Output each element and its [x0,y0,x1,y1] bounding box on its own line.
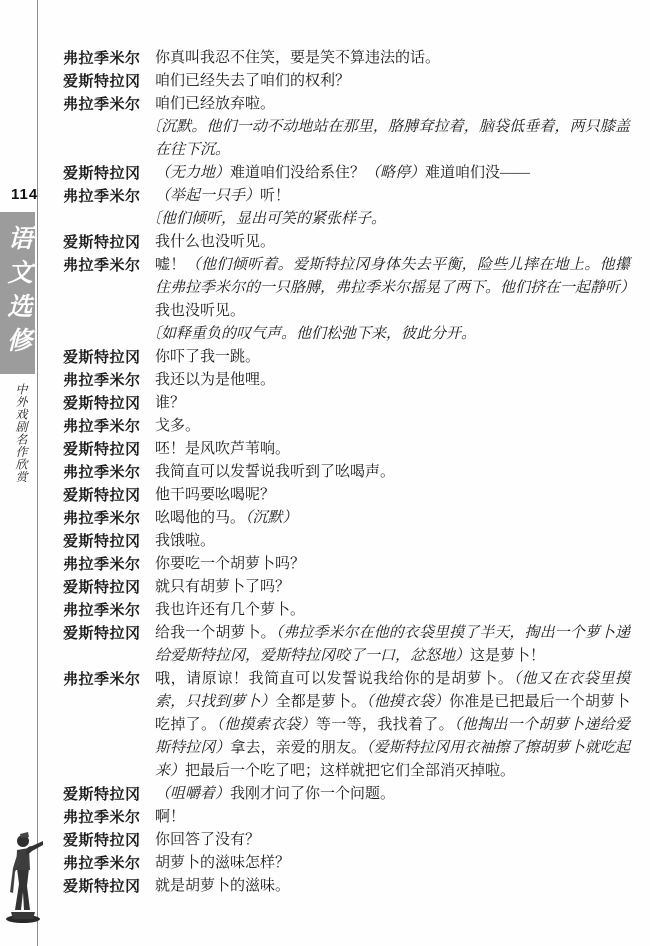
speaker-name: 爱斯特拉冈 [63,832,141,849]
speaker-name: 弗拉季米尔 [63,96,141,113]
stage-direction-text [146,323,630,346]
stage-direction-segment: （他摸索衣袋） [216,717,317,733]
dialogue-segment: 我刚才问了你一个问题。 [230,786,396,802]
stage-direction-segment: （他又在衣袋里摸索，只找到萝卜） [155,671,630,710]
series-title-box [0,212,35,374]
stage-direction-segment: （他掏出一个胡萝卜递给爱斯特拉冈） [155,717,630,756]
dialogue-segment: 你要吃一个胡萝卜吗？ [155,556,306,572]
dialogue-segment: 我简直可以发誓说我听到了吆喝声。 [155,464,396,480]
speech-text [155,576,630,599]
dialogue-segment: 你真叫我忍不住笑，要是笑不算违法的话。 [155,50,441,66]
dialogue-segment: 等一等，我找着了。 [316,717,454,733]
speaker-name: 爱斯特拉冈 [63,533,141,550]
stage-direction-segment: 〔他们倾听，显出可笑的紧张样子。 [146,211,387,227]
script-turn [63,668,630,783]
script-turn [63,254,636,323]
dialogue-segment: 你吓了我一跳。 [155,349,261,365]
speaker-name: 爱斯特拉冈 [63,73,141,90]
speaker-name: 弗拉季米尔 [63,855,141,872]
script-turn [63,484,630,507]
script-turn [63,93,630,116]
speech-text [155,553,630,576]
stage-direction-segment: （举起一只手） [155,188,261,204]
sidebar-divider-line [37,0,38,946]
script-turn [63,346,630,369]
dialogue-segment: 这是萝卜！ [470,648,546,664]
speech-text [155,852,630,875]
speech-text [155,668,630,783]
speaker-name: 弗拉季米尔 [63,372,141,389]
speaker-name: 弗拉季米尔 [63,188,141,205]
speaker-name: 爱斯特拉冈 [63,441,141,458]
script-turn [63,162,630,185]
speaker-name: 爱斯特拉冈 [63,395,141,412]
speech-text [155,70,630,93]
stage-direction-segment: （他们倾听着。爱斯特拉冈身体失去平衡，险些儿摔在地上。他攥住弗拉季米尔的一只胳膊，弗拉季米尔摇晃了两下。他们挤在一起静听） [155,257,636,296]
speech-text [155,461,630,484]
script-turn [63,599,630,622]
speaker-name: 弗拉季米尔 [63,809,141,826]
speech-text [155,392,630,415]
stage-direction-segment: （弗拉季米尔在他的衣袋里摸了半天，掏出一个萝卜递给爱斯特拉冈，爱斯特拉冈咬了一口，忿怒地） [155,625,630,664]
dialogue-segment: 咱们已经放弃啦。 [155,96,276,112]
dialogue-segment: 全都是萝卜。 [275,694,367,710]
script-turn [63,438,630,461]
dialogue-segment: 难道咱们没—— [425,165,531,181]
dialogue-segment: 我饿啦。 [155,533,216,549]
stage-direction-segment: （略停） [365,165,426,181]
speech-text [155,47,630,70]
speech-text [155,507,630,530]
dialogue-segment: 我也许还有几个萝卜。 [155,602,306,618]
speaker-name: 爱斯特拉冈 [63,165,141,182]
dialogue-segment: 拿去，亲爱的朋友。 [230,740,367,756]
speaker-name: 爱斯特拉冈 [63,234,141,251]
speech-text [155,599,630,622]
speech-text [155,484,630,507]
dialogue-segment: 吆喝他的马。 [155,510,246,526]
dialogue-segment: 你准是已把最后一个胡萝卜吃掉了。 [155,694,630,733]
dialogue-segment: 难道咱们没给系住？ [230,165,366,181]
dialogue-segment: 就是胡萝卜的滋味。 [155,878,291,894]
script-turn [63,622,630,668]
dialogue-segment: 听！ [260,188,291,204]
stage-direction-row [63,323,630,346]
script-turn [63,507,630,530]
speech-text [155,369,630,392]
speech-text [155,829,630,852]
series-title: 语文选修 [3,224,32,362]
statue-figure-icon [2,820,46,924]
speaker-name: 弗拉季米尔 [63,418,141,435]
speaker-name: 爱斯特拉冈 [63,487,141,504]
script-turn [63,530,630,553]
script-turn [63,47,630,70]
script-turn [63,553,630,576]
script-turn [63,806,630,829]
speech-text [155,415,630,438]
speech-text [155,254,636,323]
dialogue-segment: 就只有胡萝卜了吗？ [155,579,291,595]
stage-direction-row [63,116,630,162]
stage-direction-segment: （他摸衣袋） [366,694,450,710]
script-turn [63,461,630,484]
dialogue-segment: 给我一个胡萝卜。 [155,625,276,641]
dialogue-segment: 戈多。 [155,418,201,434]
speech-text [155,783,630,806]
speech-text [155,622,630,668]
speaker-name: 爱斯特拉冈 [63,625,141,642]
script-turn [63,852,630,875]
page-number: 114 [11,186,39,203]
script-turn [63,783,630,806]
speaker-name: 弗拉季米尔 [63,602,141,619]
dialogue-segment: 哦，请原谅！我简直可以发誓说我给你的是胡萝卜。 [155,671,514,687]
stage-direction-segment: （无力地） [155,165,231,181]
speech-text [155,346,630,369]
script-turn [63,875,630,898]
script-turn [63,392,630,415]
script-turn [63,576,630,599]
speech-text [155,875,630,898]
speaker-name: 弗拉季米尔 [63,257,141,274]
stage-direction-text [146,116,630,162]
speech-text [155,438,630,461]
speech-text [155,162,630,185]
speech-text [155,185,630,208]
speaker-name: 爱斯特拉冈 [63,786,141,803]
script-turn [63,231,630,254]
stage-direction-text [146,208,630,231]
speech-text [155,231,630,254]
script-turn [63,369,630,392]
dialogue-segment: 呸！是风吹芦苇响。 [155,441,291,457]
stage-direction-segment: （爱斯特拉冈用衣袖擦了擦胡萝卜就吃起来） [155,740,630,779]
speech-text [155,806,630,829]
dialogue-segment: 把最后一个吃了吧；这样就把它们全部消灭掉啦。 [185,763,516,779]
speaker-name: 弗拉季米尔 [63,671,141,688]
speech-text [155,530,630,553]
dialogue-segment: 他干吗要吆喝呢？ [155,487,276,503]
script-turn [63,415,630,438]
speaker-name: 爱斯特拉冈 [63,878,141,895]
speaker-name: 爱斯特拉冈 [63,349,141,366]
dialogue-segment: 嘘！ [155,257,186,273]
dialogue-segment: 我什么也没听见。 [155,234,276,250]
script-turn [63,185,630,208]
speaker-name: 弗拉季米尔 [63,464,141,481]
dialogue-segment: 我也没听见。 [155,303,246,319]
stage-direction-segment: 〔如释重负的叹气声。他们松弛下来，彼此分开。 [146,326,477,342]
stage-direction-segment: 〔沉默。他们一动不动地站在那里，胳膊耷拉着，脑袋低垂着，两只膝盖在往下沉。 [146,119,630,158]
script-turn [63,70,630,93]
script-turn [63,829,630,852]
speaker-name: 弗拉季米尔 [63,50,141,67]
dialogue-segment: 啊！ [155,809,186,825]
speaker-name: 弗拉季米尔 [63,510,141,527]
stage-direction-segment: （沉默） [245,510,298,526]
speaker-name: 弗拉季米尔 [63,556,141,573]
stage-direction-row [63,208,630,231]
speaker-name: 爱斯特拉冈 [63,579,141,596]
dialogue-segment: 你回答了没有？ [155,832,261,848]
speech-text [155,93,630,116]
course-title: 中外戏剧名作欣赏 [14,383,28,483]
dialogue-segment: 咱们已经失去了咱们的权利？ [155,73,351,89]
stage-direction-segment: （咀嚼着） [155,786,231,802]
script-content [63,47,636,898]
dialogue-segment: 我还以为是他哩。 [155,372,276,388]
dialogue-segment: 胡萝卜的滋味怎样？ [155,855,291,871]
dialogue-segment: 谁？ [155,395,186,411]
